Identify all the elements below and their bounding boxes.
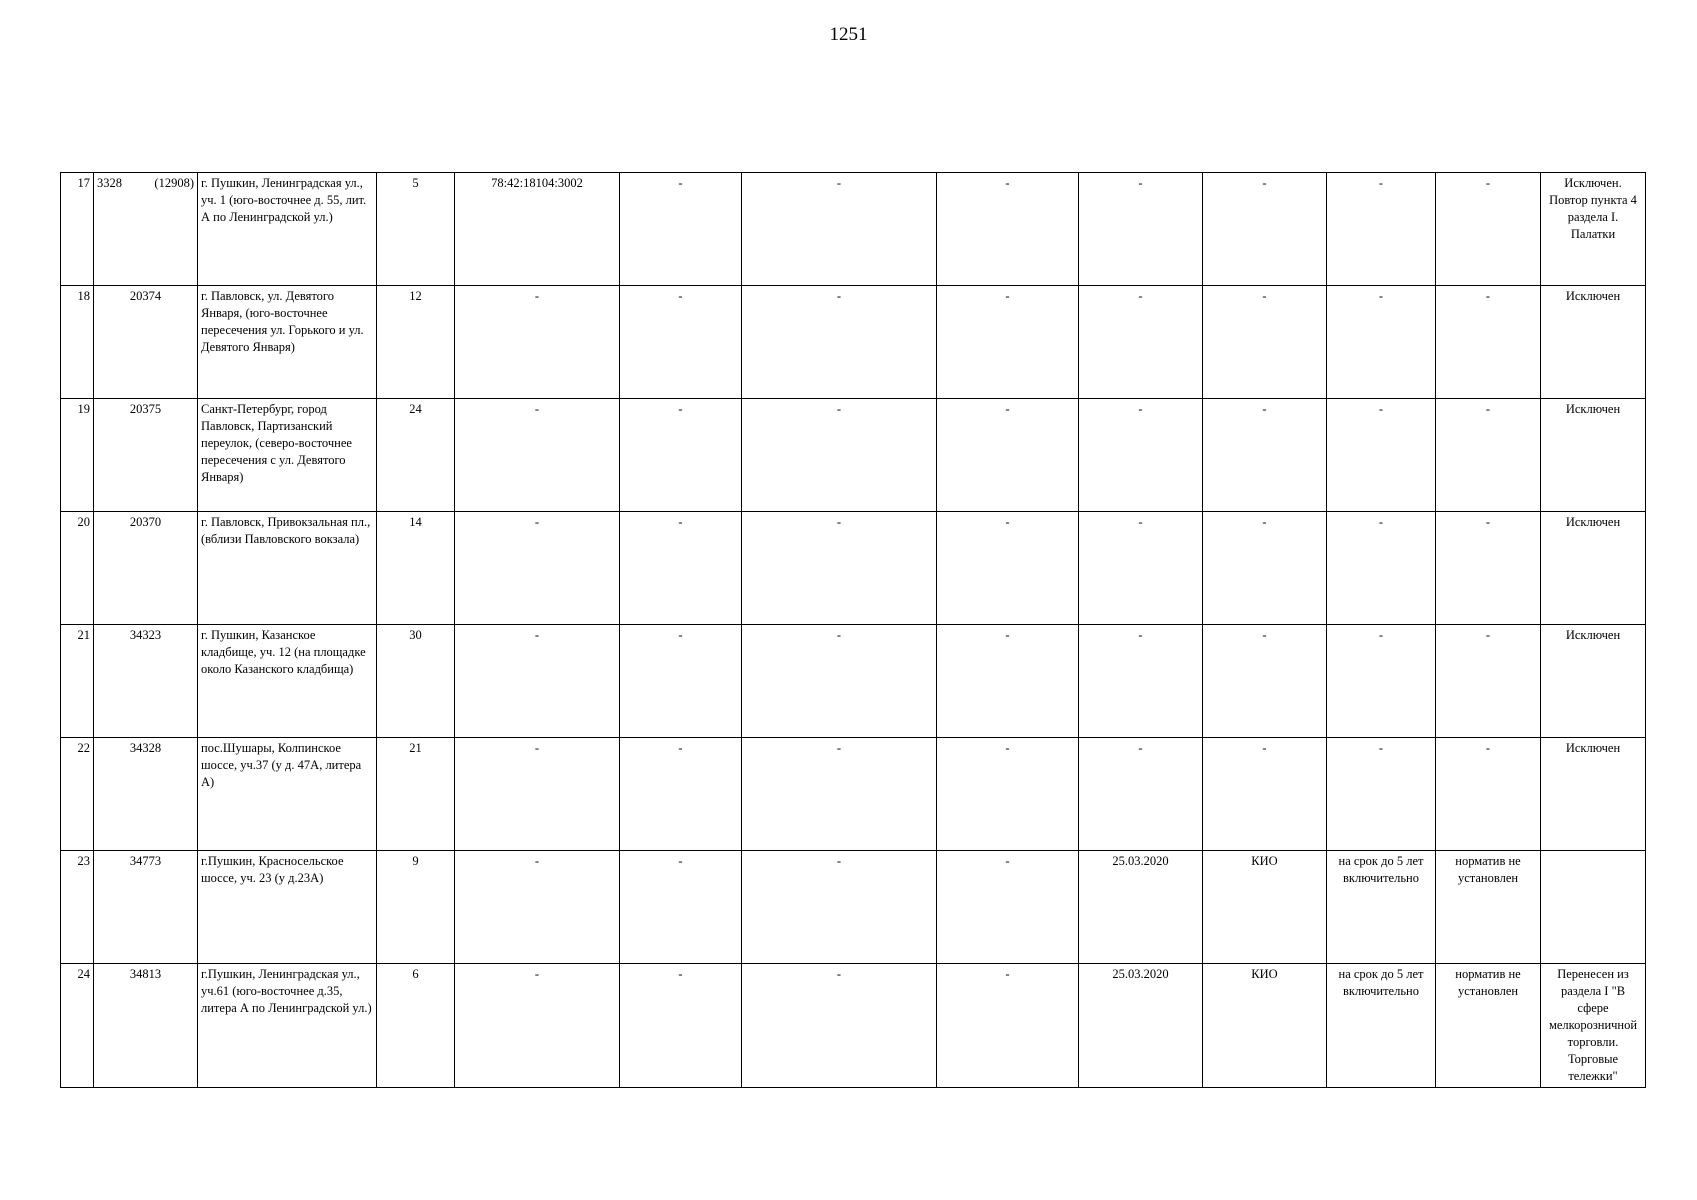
column-6-cell: - <box>620 399 742 512</box>
term-cell: на срок до 5 лет включительно <box>1327 851 1436 964</box>
note-cell: Исключен <box>1541 399 1646 512</box>
organization-cell: КИО <box>1203 964 1327 1088</box>
column-7-cell: - <box>742 399 937 512</box>
column-8-cell: - <box>937 173 1079 286</box>
date-cell: 25.03.2020 <box>1079 851 1203 964</box>
address-cell: г.Пушкин, Ленинградская ул., уч.61 (юго-восточнее д.35, литера А по Ленинградской ул.) <box>198 964 377 1088</box>
registry-table-body <box>61 173 1646 1088</box>
row-number-cell: 19 <box>61 399 94 512</box>
page-number: 1251 <box>829 24 868 45</box>
row-number-cell: 23 <box>61 851 94 964</box>
organization-cell: - <box>1203 286 1327 399</box>
organization-cell: КИО <box>1203 851 1327 964</box>
row-number-cell: 21 <box>61 625 94 738</box>
cadastral-number-cell: - <box>455 512 620 625</box>
column-8-cell: - <box>937 625 1079 738</box>
column-7-cell: - <box>742 964 937 1088</box>
note-cell: Исключен <box>1541 625 1646 738</box>
term-cell: - <box>1327 625 1436 738</box>
column-8-cell: - <box>937 286 1079 399</box>
object-id-cell: 34328 <box>94 738 198 851</box>
column-7-cell: - <box>742 286 937 399</box>
note-cell: Перенесен из раздела I "В сфере мелкорозничной торговли. Торговые тележки" <box>1541 964 1646 1088</box>
note-cell <box>1541 851 1646 964</box>
note-cell: Исключен. Повтор пункта 4 раздела I. Палатки <box>1541 173 1646 286</box>
organization-cell: - <box>1203 173 1327 286</box>
object-id-cell: 20370 <box>94 512 198 625</box>
area-cell: 14 <box>377 512 455 625</box>
date-cell: - <box>1079 625 1203 738</box>
cadastral-number-cell: - <box>455 286 620 399</box>
row-number-cell: 22 <box>61 738 94 851</box>
column-6-cell: - <box>620 964 742 1088</box>
address-cell: пос.Шушары, Колпинское шоссе, уч.37 (у д. 47А, литера А) <box>198 738 377 851</box>
table-row <box>61 738 1646 851</box>
column-8-cell: - <box>937 512 1079 625</box>
table-row <box>61 286 1646 399</box>
date-cell: 25.03.2020 <box>1079 964 1203 1088</box>
table-row <box>61 964 1646 1088</box>
column-8-cell: - <box>937 851 1079 964</box>
column-7-cell: - <box>742 512 937 625</box>
area-cell: 24 <box>377 399 455 512</box>
date-cell: - <box>1079 173 1203 286</box>
object-id-cell: 34813 <box>94 964 198 1088</box>
table-row <box>61 399 1646 512</box>
table-row <box>61 851 1646 964</box>
norm-cell: - <box>1436 738 1541 851</box>
object-id-cell <box>94 173 198 286</box>
norm-cell: - <box>1436 173 1541 286</box>
cadastral-number-cell: - <box>455 625 620 738</box>
note-cell: Исключен <box>1541 286 1646 399</box>
note-cell: Исключен <box>1541 512 1646 625</box>
column-7-cell: - <box>742 738 937 851</box>
row-number-cell: 24 <box>61 964 94 1088</box>
term-cell: - <box>1327 286 1436 399</box>
column-8-cell: - <box>937 399 1079 512</box>
area-cell: 12 <box>377 286 455 399</box>
object-id-cell: 34773 <box>94 851 198 964</box>
column-8-cell: - <box>937 738 1079 851</box>
area-cell: 5 <box>377 173 455 286</box>
cadastral-number-cell: - <box>455 851 620 964</box>
address-cell: г. Пушкин, Казанское кладбище, уч. 12 (на площадке около Казанского кладбища) <box>198 625 377 738</box>
column-6-cell: - <box>620 512 742 625</box>
area-cell: 9 <box>377 851 455 964</box>
date-cell: - <box>1079 399 1203 512</box>
column-6-cell: - <box>620 851 742 964</box>
organization-cell: - <box>1203 625 1327 738</box>
cadastral-number-cell: - <box>455 738 620 851</box>
norm-cell: - <box>1436 512 1541 625</box>
registry-table <box>60 172 1646 1088</box>
column-8-cell: - <box>937 964 1079 1088</box>
address-cell: г. Павловск, Привокзальная пл., (вблизи Павловского вокзала) <box>198 512 377 625</box>
column-6-cell: - <box>620 738 742 851</box>
area-cell: 6 <box>377 964 455 1088</box>
address-cell: г. Пушкин, Ленинградская ул., уч. 1 (юго-восточнее д. 55, лит. А по Ленинградской ул.) <box>198 173 377 286</box>
row-number-cell: 18 <box>61 286 94 399</box>
date-cell: - <box>1079 738 1203 851</box>
address-cell: г. Павловск, ул. Девятого Января, (юго-восточнее пересечения ул. Горького и ул. Девятого Января) <box>198 286 377 399</box>
column-6-cell: - <box>620 173 742 286</box>
norm-cell: норматив не установлен <box>1436 964 1541 1088</box>
table-row <box>61 625 1646 738</box>
term-cell: - <box>1327 173 1436 286</box>
object-id: 3328 <box>97 176 122 190</box>
table-row <box>61 173 1646 286</box>
cadastral-number-cell: 78:42:18104:3002 <box>455 173 620 286</box>
object-id-cell: 20374 <box>94 286 198 399</box>
area-cell: 21 <box>377 738 455 851</box>
term-cell: - <box>1327 399 1436 512</box>
organization-cell: - <box>1203 399 1327 512</box>
cadastral-number-cell: - <box>455 399 620 512</box>
norm-cell: - <box>1436 399 1541 512</box>
row-number-cell: 20 <box>61 512 94 625</box>
date-cell: - <box>1079 512 1203 625</box>
row-number-cell: 17 <box>61 173 94 286</box>
note-cell: Исключен <box>1541 738 1646 851</box>
date-cell: - <box>1079 286 1203 399</box>
table-row <box>61 512 1646 625</box>
address-cell: Санкт-Петербург, город Павловск, Партизанский переулок, (северо-восточнее пересечения с ул. Девятого Января) <box>198 399 377 512</box>
norm-cell: - <box>1436 625 1541 738</box>
column-7-cell: - <box>742 851 937 964</box>
column-7-cell: - <box>742 173 937 286</box>
object-id-old: (12908) <box>154 176 194 190</box>
term-cell: - <box>1327 512 1436 625</box>
term-cell: - <box>1327 738 1436 851</box>
organization-cell: - <box>1203 738 1327 851</box>
organization-cell: - <box>1203 512 1327 625</box>
cadastral-number-cell: - <box>455 964 620 1088</box>
column-6-cell: - <box>620 625 742 738</box>
norm-cell: - <box>1436 286 1541 399</box>
column-6-cell: - <box>620 286 742 399</box>
area-cell: 30 <box>377 625 455 738</box>
norm-cell: норматив не установлен <box>1436 851 1541 964</box>
term-cell: на срок до 5 лет включительно <box>1327 964 1436 1088</box>
column-7-cell: - <box>742 625 937 738</box>
object-id-cell: 34323 <box>94 625 198 738</box>
address-cell: г.Пушкин, Красносельское шоссе, уч. 23 (у д.23А) <box>198 851 377 964</box>
object-id-cell: 20375 <box>94 399 198 512</box>
